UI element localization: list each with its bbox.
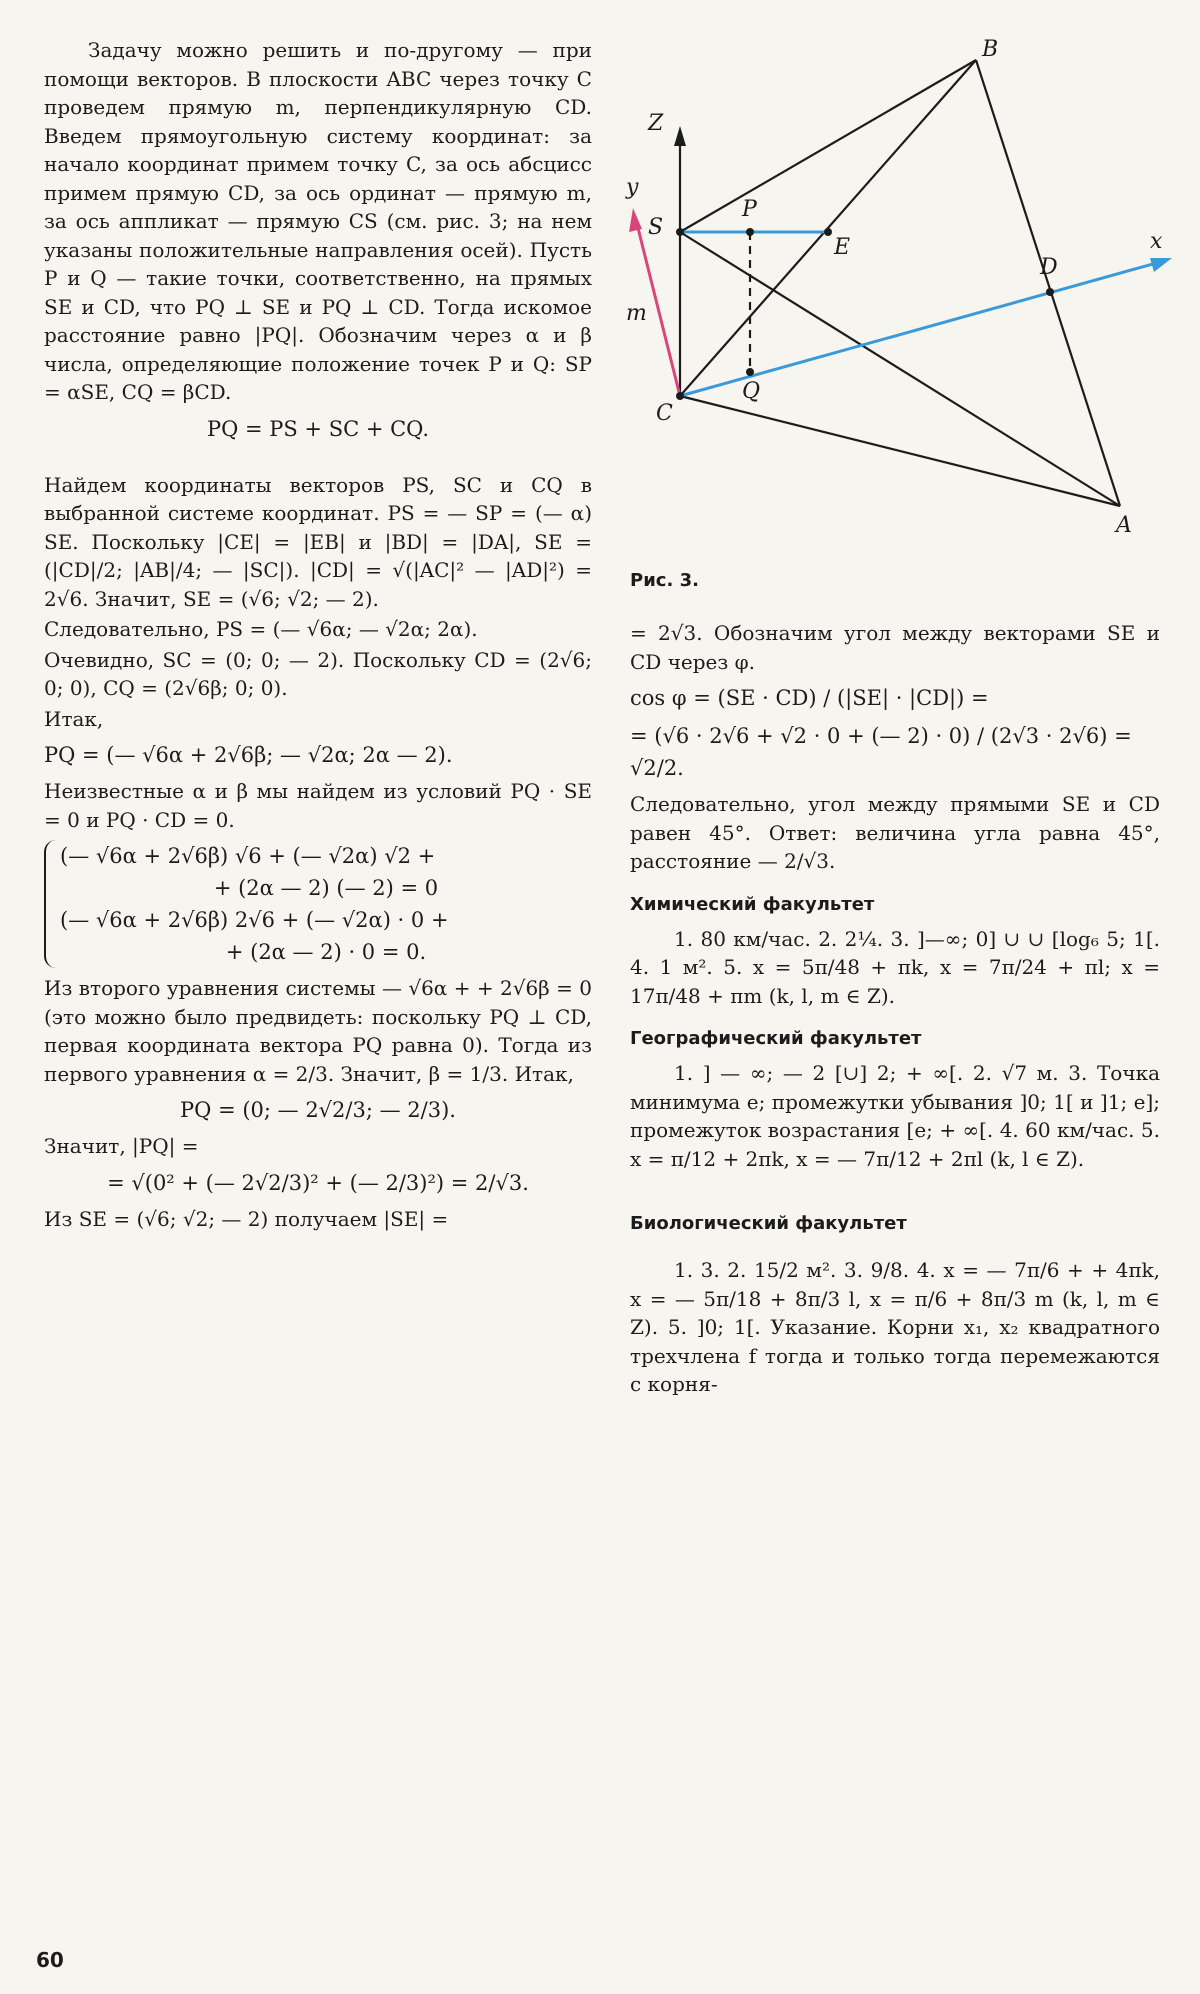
label-e: E [834, 235, 851, 260]
label-a: A [1116, 513, 1132, 538]
answers-biology: 1. 3. 2. 15/2 м². 3. 9/8. 4. x = — 7π/6 + + 4πk, x = — 5π/18 + 8π/3 l, x = π/6 + 8π/3 m (k, l, m ∈ Z). 5. ]0; 1[. Указание. Корни x₁, x₂ квадратного трехчлена f тогда и только тогда перемежаются с корня- [630, 1258, 1167, 1396]
point-e [824, 228, 832, 236]
system-line-2: + (2α — 2) (— 2) = 0 [213, 876, 439, 900]
system-line-4: + (2α — 2) · 0 = 0. [225, 940, 427, 964]
formula-cos-1: cos φ = (SE · CD) / (|SE| · |CD|) = [630, 686, 989, 710]
text-conditions: Неизвестные α и β мы найдем из условий PQ · SE = 0 и PQ · CD = 0. [44, 779, 599, 832]
label-s: S [648, 215, 664, 240]
formula-pq-result: PQ = (0; — 2√2/3; — 2/3). [180, 1098, 456, 1122]
equation-system [44, 840, 592, 968]
label-z: Z [648, 111, 664, 136]
text-intro: Задачу можно решить и по-другому — при помощи векторов. В плоскости ABC через точку C проведем прямую m, перпендикулярную CD. Введем прямоугольную систему координат: за начало координат примем точку C, за ось абсцисс примем прямую CD, за ось ординат — прямую m, за ось аппликат — прямую CS (см. рис. 3; на нем указаны положительные направления осей). Пусть P и Q — такие точки, соответственно, на прямых SE и CD, что PQ ⊥ SE и PQ ⊥ CD. Тогда искомое расстояние равно |PQ|. Обозначим через α и β числа, определяющие положение точек P и Q: SP = αSE, CQ = βCD. [44, 38, 599, 404]
text-ps: Следовательно, PS = (— √6α; — √2α; 2α). [44, 617, 478, 641]
x-axis-line [680, 262, 1160, 396]
formula-pq-length: = √(0² + (— 2√2/3)² + (— 2/3)²) = 2/√3. [107, 1170, 529, 1195]
text-solution: Из второго уравнения системы — √6α + + 2√6β = 0 (это можно было предвидеть: поскольку PQ ⊥ CD, первая координата вектора PQ равна 0). Тогда из первого уравнения α = 2/3. Значит, β = 1/3. Итак, [44, 976, 599, 1086]
formula-pq-sum: PQ = PS + SC + CQ. [206, 416, 430, 441]
z-axis-arrow [674, 126, 686, 146]
point-c [676, 392, 684, 400]
text-itak: Итак, [44, 706, 104, 731]
x-axis-arrow [1150, 258, 1172, 272]
text-coordinates: Найдем координаты векторов PS, SC и CQ в выбранной системе координат. PS = — SP = (— α) SE. Поскольку |CE| = |EB| и |BD| = |DA|, SE = (|CD|/2; |AB|/4; — |SC|). |CD| = √(|AC|² — |AD|²) = 2√6. Значит, SE = (√6; √2; — 2). [44, 472, 599, 611]
heading-geography: Географический факультет [630, 1028, 922, 1049]
label-b: B [982, 37, 999, 62]
pyramid-diagram [620, 36, 1180, 556]
label-x: x [1150, 229, 1163, 254]
text-answer: Следовательно, угол между прямыми SE и CD равен 45°. Ответ: величина угла равна 45°, расстояние — 2/√3. [630, 792, 1167, 873]
text-se-length: Из SE = (√6; √2; — 2) получаем |SE| = [44, 1206, 449, 1231]
label-m: m [626, 301, 647, 326]
formula-pq-coords: PQ = (— √6α + 2√6β; — √2α; 2α — 2). [44, 743, 453, 767]
label-q: Q [742, 379, 761, 404]
figure-3 [620, 36, 1180, 556]
label-d: D [1040, 255, 1058, 280]
point-d [1046, 288, 1054, 296]
formula-cos-2: = (√6 · 2√6 + √2 · 0 + (— 2) · 0) / (2√3 · 2√6) = √2/2. [630, 724, 1139, 780]
left-column [44, 36, 599, 1235]
heading-chemistry: Химический факультет [630, 893, 875, 915]
label-y: y [626, 175, 639, 200]
text-se-length-cont: = 2√3. Обозначим угол между векторами SE и CD через φ. [630, 621, 1167, 674]
page-number: 60 [36, 1948, 64, 1972]
answers-chemistry: 1. 80 км/час. 2. 2¼. 3. ]—∞; 0] ∪ ∪ [log₆ 5; 1[. 4. 1 м². 5. x = 5π/48 + πk, x = 7π/24 + πl; x = 17π/48 + πm (k, l, m ∈ Z). [630, 926, 1167, 1008]
edge-ca [680, 396, 1120, 506]
point-q [746, 368, 754, 376]
text-pq-length: Значит, |PQ| = [44, 1134, 199, 1158]
system-line-3: (— √6α + 2√6β) 2√6 + (— √2α) · 0 + [60, 908, 449, 932]
point-s [676, 228, 684, 236]
edge-sb [680, 60, 976, 232]
answers-geography: 1. ] — ∞; — 2 [∪] 2; + ∞[. 2. √7 м. 3. Точка минимума e; промежутки убывания ]0; 1[ и ]1; e]; промежуток возрастания [e; + ∞[. 4. 60 км/час. 5. x = π/12 + 2πk, x = — 7π/12 + 2πl (k, l ∈ Z). [630, 1061, 1167, 1171]
right-column [630, 570, 1167, 1401]
edge-ba [976, 60, 1120, 506]
heading-biology: Биологический факультет [630, 1213, 907, 1234]
point-p [746, 228, 754, 236]
text-sc-cd: Очевидно, SC = (0; 0; — 2). Поскольку CD = (2√6; 0; 0), CQ = (2√6β; 0; 0). [44, 647, 599, 700]
label-p: P [742, 197, 757, 222]
figure-caption: Рис. 3. [630, 570, 699, 591]
label-c: C [656, 401, 673, 426]
system-line-1: (— √6α + 2√6β) √6 + (— √2α) √2 + [60, 844, 436, 868]
y-axis-arrow [629, 208, 642, 232]
